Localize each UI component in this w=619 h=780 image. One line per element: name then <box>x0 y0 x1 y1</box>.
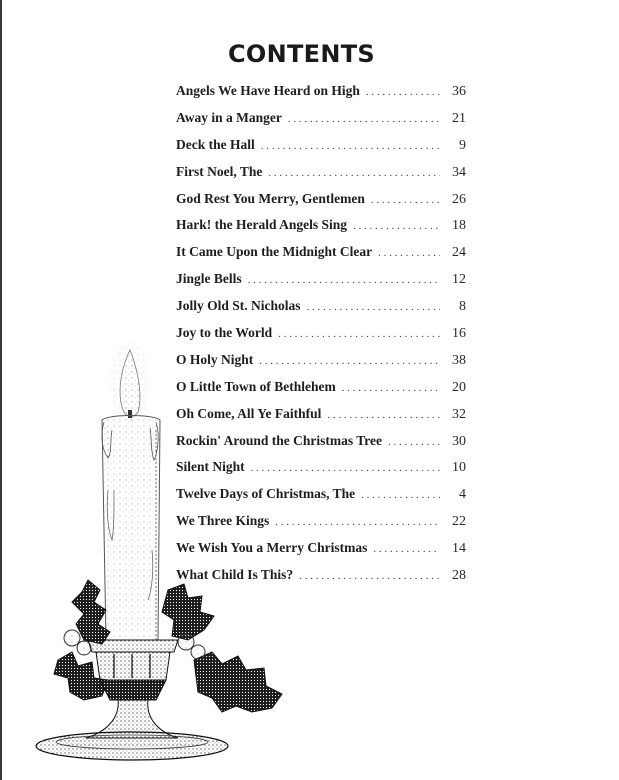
toc-entry-title: Oh Come, All Ye Faithful <box>176 405 322 421</box>
toc-entry-title: God Rest You Merry, Gentlemen <box>176 190 365 206</box>
toc-entry-page: 12 <box>452 272 466 288</box>
toc-entry[interactable] <box>176 161 466 188</box>
toc-entry-title: Hark! the Herald Angels Sing <box>176 217 348 233</box>
dot-leader <box>261 135 440 157</box>
toc-entry-title: Twelve Days of Christmas, The <box>176 486 356 502</box>
toc-entry-title: Rockin' Around the Christmas Tree <box>176 432 383 448</box>
page-edge-border <box>0 0 2 780</box>
toc-entry-title: Away in a Manger <box>176 109 282 125</box>
toc-entry[interactable] <box>176 295 466 322</box>
toc-entry-page: 14 <box>452 541 466 557</box>
toc-entry-page: 26 <box>452 191 466 207</box>
dot-leader <box>378 242 440 264</box>
toc-entry[interactable] <box>176 134 466 161</box>
toc-entry-page: 8 <box>459 299 466 315</box>
dot-leader <box>361 484 440 506</box>
toc-entry-title: Silent Night <box>176 459 245 475</box>
toc-entry-page: 34 <box>452 164 466 180</box>
dot-leader <box>307 296 440 318</box>
toc-entry-title: We Three Kings <box>176 513 270 529</box>
toc-entry-title: First Noel, The <box>176 163 263 179</box>
toc-entry[interactable] <box>176 241 466 268</box>
toc-entry-page: 36 <box>452 84 466 99</box>
toc-entry[interactable] <box>176 188 466 215</box>
toc-entry-page: 10 <box>452 460 466 476</box>
toc-entry-title: Jolly Old St. Nicholas <box>176 298 301 314</box>
toc-entry-page: 30 <box>452 433 466 449</box>
toc-entry-page: 18 <box>452 218 466 234</box>
toc-entry-page: 20 <box>452 379 466 395</box>
toc-entry[interactable] <box>176 80 466 107</box>
toc-entry-title: We Wish You a Merry Christmas <box>176 540 368 556</box>
dot-leader <box>373 538 440 560</box>
dot-leader <box>366 81 440 103</box>
dot-leader <box>353 215 440 237</box>
dot-leader <box>288 108 440 130</box>
dot-leader <box>299 565 440 587</box>
dot-leader <box>327 404 440 426</box>
dot-leader <box>371 189 440 211</box>
toc-entry-title: It Came Upon the Midnight Clear <box>176 244 373 260</box>
toc-entry-page: 9 <box>459 137 466 153</box>
toc-entry-page: 32 <box>452 406 466 422</box>
toc-entry-page: 21 <box>452 110 466 126</box>
toc-entry-title: O Holy Night <box>176 351 254 367</box>
toc-entry-title: What Child Is This? <box>176 567 294 583</box>
dot-leader <box>388 431 440 453</box>
dot-leader <box>342 377 440 399</box>
toc-entry[interactable] <box>176 214 466 241</box>
toc-entry-page: 16 <box>452 326 466 342</box>
toc-entry-title: Deck the Hall <box>176 136 255 152</box>
dot-leader <box>278 323 440 345</box>
toc-entry-page: 4 <box>459 487 466 503</box>
page-title: CONTENTS <box>227 40 375 69</box>
toc-entry[interactable] <box>176 107 466 134</box>
toc-entry-title: O Little Town of Bethlehem <box>176 378 336 394</box>
toc-entry-title: Joy to the World <box>176 325 273 341</box>
toc-entry-title: Angels We Have Heard on High <box>176 83 360 98</box>
toc-entry-page: 28 <box>452 568 466 584</box>
toc-entry-page: 22 <box>452 514 466 530</box>
dot-leader <box>248 269 440 291</box>
toc-entry[interactable] <box>176 268 466 295</box>
dot-leader <box>275 511 440 533</box>
dot-leader <box>268 162 440 184</box>
candle-with-holly-icon <box>28 340 298 770</box>
toc-entry-page: 38 <box>452 352 466 368</box>
toc-entry-page: 24 <box>452 245 466 261</box>
toc-entry-title: Jingle Bells <box>176 271 242 287</box>
